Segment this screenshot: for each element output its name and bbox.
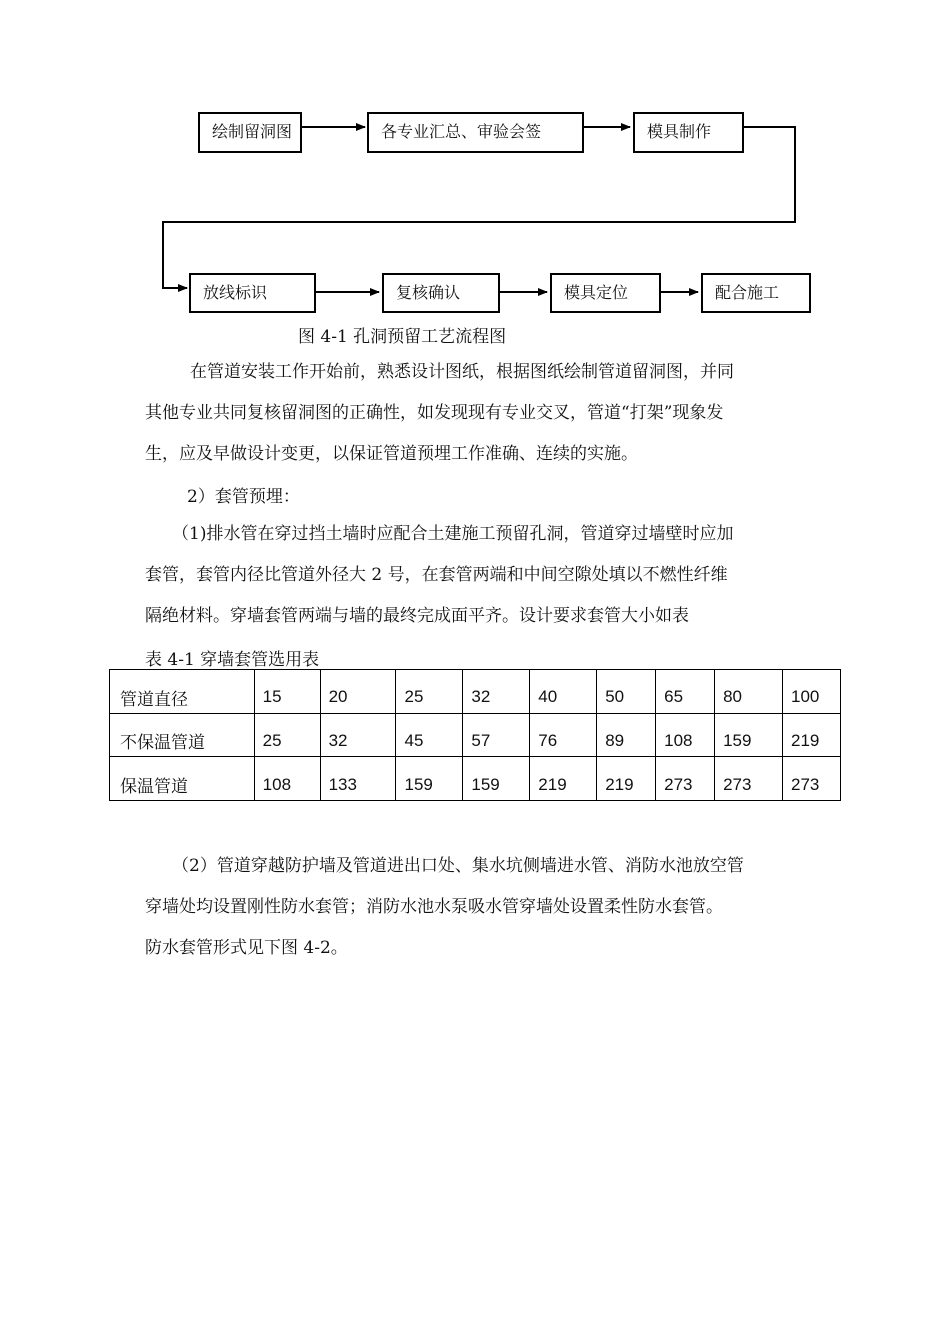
- table-cell: 76: [530, 713, 597, 757]
- table-cell: 133: [320, 757, 396, 801]
- flow-step-layout-marking: 放线标识: [189, 273, 316, 313]
- table-cell: 32: [463, 670, 530, 714]
- table-cell: 159: [463, 757, 530, 801]
- item1-line-1: （1)排水管在穿过挡土墙时应配合土建施工预留孔洞，管道穿过墙壁时应加: [172, 524, 734, 544]
- table-cell: 159: [715, 713, 783, 757]
- table-cell: 100: [782, 670, 840, 714]
- section-heading: 2）套管预埋：: [187, 487, 300, 507]
- table-cell: 32: [320, 713, 396, 757]
- table-cell: 25: [396, 670, 463, 714]
- table-cell: 15: [254, 670, 320, 714]
- flow-step-review-signoff: 各专业汇总、审验会签: [367, 112, 584, 153]
- figure-caption: 图 4-1 孔洞预留工艺流程图: [298, 327, 507, 347]
- row-header: 不保温管道: [110, 713, 255, 757]
- table-cell: 57: [463, 713, 530, 757]
- table-cell: 45: [396, 713, 463, 757]
- table-cell: 80: [715, 670, 783, 714]
- item2-line-2: 穿墙处均设置刚性防水套管；消防水池水泵吸水管穿墙处设置柔性防水套管。: [145, 897, 723, 917]
- item2-line-3: 防水套管形式见下图 4-2。: [145, 938, 348, 958]
- row-header: 保温管道: [110, 757, 255, 801]
- flow-step-coordinate-construction: 配合施工: [701, 273, 811, 313]
- table-cell: 40: [530, 670, 597, 714]
- table-row: [110, 713, 841, 757]
- item1-line-3: 隔绝材料。穿墙套管两端与墙的最终完成面平齐。设计要求套管大小如表: [145, 606, 689, 626]
- table-cell: 65: [656, 670, 715, 714]
- flow-step-mold-positioning: 模具定位: [550, 273, 661, 313]
- table-cell: 108: [656, 713, 715, 757]
- table-cell: 219: [782, 713, 840, 757]
- table-cell: 219: [597, 757, 656, 801]
- table-row: [110, 670, 841, 714]
- table-cell: 108: [254, 757, 320, 801]
- sleeve-selection-table: [109, 669, 841, 801]
- item2-line-1: （2）管道穿越防护墙及管道进出口处、集水坑侧墙进水管、消防水池放空管: [172, 856, 744, 876]
- table-cell: 89: [597, 713, 656, 757]
- flow-step-draw-hole-plan: 绘制留洞图: [198, 112, 302, 153]
- flow-step-mold-making: 模具制作: [633, 112, 744, 153]
- table-cell: 273: [782, 757, 840, 801]
- intro-line-1: 在管道安装工作开始前，熟悉设计图纸，根据图纸绘制管道留洞图，并同: [190, 362, 734, 382]
- intro-line-3: 生，应及早做设计变更，以保证管道预埋工作准确、连续的实施。: [145, 444, 638, 464]
- table-row: [110, 757, 841, 801]
- intro-line-2: 其他专业共同复核留洞图的正确性，如发现现有专业交叉，管道“打架”现象发: [145, 403, 724, 423]
- flow-step-recheck: 复核确认: [382, 273, 500, 313]
- table-cell: 25: [254, 713, 320, 757]
- row-header: 管道直径: [110, 670, 255, 714]
- table-cell: 219: [530, 757, 597, 801]
- item1-line-2: 套管，套管内径比管道外径大 2 号，在套管两端和中间空隙处填以不燃性纤维: [145, 565, 728, 585]
- table-cell: 273: [656, 757, 715, 801]
- table-cell: 20: [320, 670, 396, 714]
- table-cell: 50: [597, 670, 656, 714]
- table-caption: 表 4-1 穿墙套管选用表: [145, 650, 320, 670]
- table-cell: 273: [715, 757, 783, 801]
- table-cell: 159: [396, 757, 463, 801]
